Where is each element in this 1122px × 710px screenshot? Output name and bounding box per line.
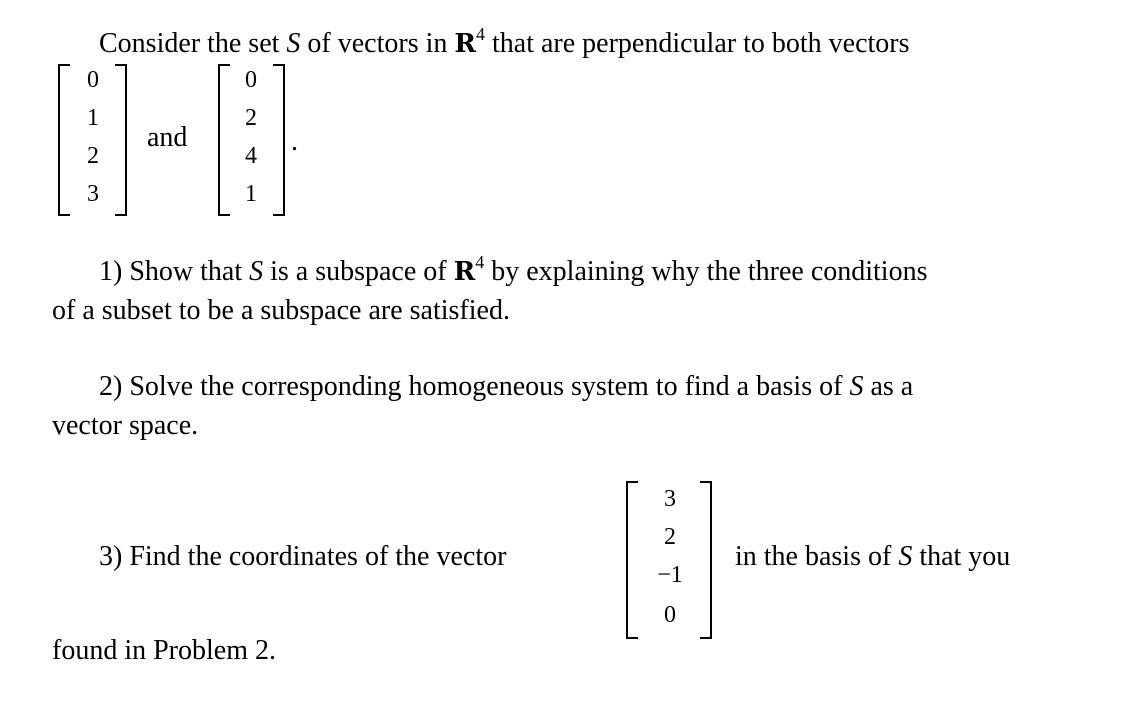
q1-line2: of a subset to be a subspace are satisfied. bbox=[52, 295, 510, 326]
q1-text-c: by explaining why the three conditions bbox=[491, 256, 928, 287]
q3-text-a: in the basis of bbox=[735, 541, 892, 572]
reals-symbol: R bbox=[454, 29, 476, 59]
q1-line1 bbox=[99, 252, 928, 287]
q3-line2: found in Problem 2. bbox=[52, 635, 276, 666]
vector2-entry: 0 bbox=[245, 67, 257, 93]
intro-text-a: Consider the set bbox=[99, 28, 280, 59]
vector3-left-bracket bbox=[626, 481, 638, 639]
q2-text-a: 2) Solve the corresponding homogeneous system to find a basis of bbox=[99, 371, 843, 402]
dimension-exponent: 4 bbox=[476, 24, 485, 44]
intro-text-c: that are perpendicular to both vectors bbox=[492, 28, 910, 59]
dimension-exponent: 4 bbox=[475, 252, 485, 272]
vector1-entry: 3 bbox=[87, 181, 99, 207]
vector3-right-bracket bbox=[700, 481, 712, 639]
vector2-entry: 2 bbox=[245, 105, 257, 131]
vector3 bbox=[640, 481, 700, 635]
q1-text-b: is a subspace of bbox=[270, 256, 447, 287]
vector1-entry: 0 bbox=[87, 67, 99, 93]
set-symbol: S bbox=[898, 541, 913, 572]
set-symbol: S bbox=[249, 256, 264, 287]
and-connector: and bbox=[147, 122, 188, 153]
vector2-entry: 4 bbox=[245, 143, 257, 169]
q3-text-b: that you bbox=[919, 541, 1011, 572]
vector1-entry: 1 bbox=[87, 105, 99, 131]
q2-line2: vector space. bbox=[52, 410, 199, 441]
reals-symbol: R bbox=[453, 257, 476, 287]
vector3-entry: 0 bbox=[664, 602, 676, 628]
q2-text-b: as a bbox=[870, 371, 914, 402]
vector2-right-bracket bbox=[273, 64, 285, 216]
vector2 bbox=[230, 64, 272, 212]
vector2-entry: 1 bbox=[245, 181, 257, 207]
vector3-entry: −1 bbox=[657, 562, 683, 588]
period: . bbox=[291, 126, 298, 157]
q2-line1 bbox=[99, 373, 913, 401]
vector1-entry: 2 bbox=[87, 143, 99, 169]
vector1-left-bracket bbox=[58, 64, 70, 216]
vector3-entry: 3 bbox=[664, 486, 676, 512]
q3-suffix bbox=[735, 543, 1010, 571]
vector3-entry: 2 bbox=[664, 524, 676, 550]
vector1 bbox=[72, 64, 114, 212]
set-symbol: S bbox=[286, 28, 301, 59]
vector2-left-bracket bbox=[218, 64, 230, 216]
vector1-right-bracket bbox=[115, 64, 127, 216]
q3-prefix: 3) Find the coordinates of the vector bbox=[99, 541, 507, 572]
set-symbol: S bbox=[849, 371, 864, 402]
intro-line bbox=[99, 24, 910, 59]
q1-text-a: 1) Show that bbox=[99, 256, 243, 287]
intro-text-b: of vectors in bbox=[307, 28, 448, 59]
